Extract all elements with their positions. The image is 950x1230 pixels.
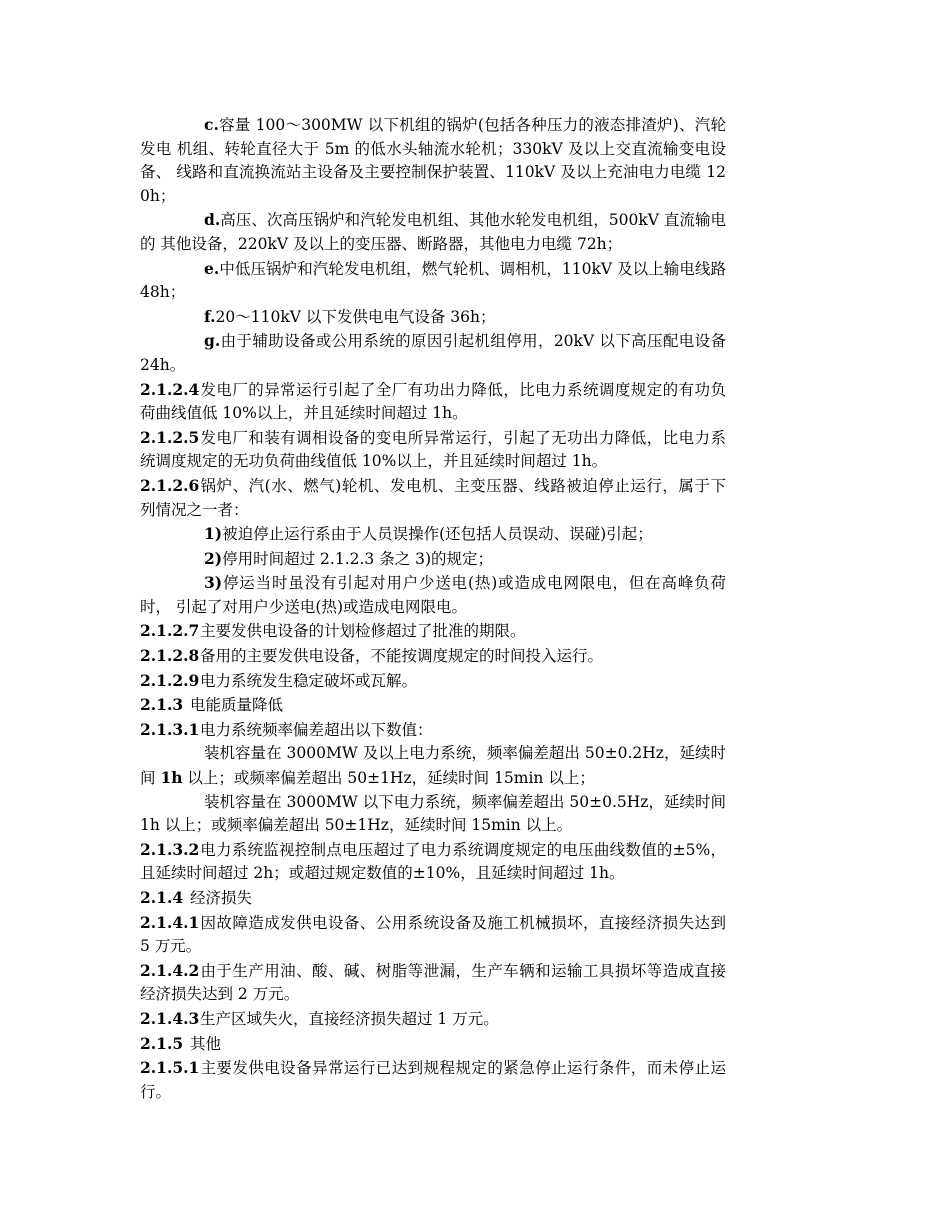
sub-item-key: 1) [204, 524, 223, 544]
clause-text: 容量 100～300MW 以下机组的锅炉(包括各种压力的液态排渣炉)、汽轮发电 机组、转轮直径大于 5m 的低水头轴流水轮机；330kV 及以上交直流输变电设备、 线路和直流换流站主设备及主要控制保护装置、110kV 及以上充油电力电缆 120h； [140, 116, 726, 205]
section-number: 2.1.4 [140, 888, 184, 907]
sub-item-key: 2) [204, 548, 223, 568]
clause-key: c. [204, 115, 219, 134]
sub-item-text: 停用时间超过 2.1.2.3 条之 3)的规定； [222, 549, 494, 568]
sub-item-1 [140, 522, 726, 547]
section-number: 2.1.4.3 [140, 1008, 200, 1028]
section-2-1-5 [140, 1032, 726, 1057]
sub-item-text: 被迫停止运行系由于人员误操作(还包括人员误动、误碰)引起； [222, 525, 653, 544]
section-text: 锅炉、汽(水、燃气)轮机、发电机、主变压器、线路被迫停止运行，属于下 列情况之一者： [140, 476, 726, 519]
section-number: 2.1.2.7 [140, 621, 200, 641]
section-2-1-2-9 [140, 669, 726, 694]
section-number: 2.1.2.9 [140, 670, 200, 690]
rule-text: 装机容量在 3000MW 及以上电力系统，频率偏差超出 50±0.2Hz，延续时间 [140, 744, 726, 788]
section-heading: 经济损失 [190, 889, 253, 907]
clause-c [140, 113, 726, 208]
clause-text: 由于辅助设备或公用系统的原因引起机组停用，20kV 以下高压配电设备 24h。 [140, 332, 726, 374]
clause-key: d. [204, 210, 221, 230]
section-text: 电力系统频率偏差超出以下数值： [200, 720, 433, 739]
section-text: 发电厂和装有调相设备的变电所异常运行，引起了无功出力降低，比电力系统调度规定的无功负荷曲线值低 10%以上，并且延续时间超过 1h。 [140, 428, 726, 471]
sub-item-key: 3) [204, 573, 223, 593]
sub-item-text: 停运当时虽没有引起对用户少送电(热)或造成电网限电，但在高峰负荷时， 引起了对用户少送电(热)或造成电网限电。 [140, 574, 726, 616]
clause-g [140, 329, 726, 377]
rule-bold-text: 1h [160, 768, 183, 788]
section-heading: 电能质量降低 [190, 696, 284, 715]
clause-f [140, 305, 726, 330]
clause-text: 20～110kV 以下发供电电气设备 36h； [215, 307, 496, 326]
section-number: 2.1.2.4 [140, 379, 200, 399]
section-number: 2.1.3.1 [140, 719, 200, 739]
frequency-rule-small-system [140, 791, 726, 838]
section-2-1-5-1 [140, 1056, 726, 1104]
section-number: 2.1.3 [140, 695, 184, 715]
section-number: 2.1.2.5 [140, 427, 200, 447]
section-heading: 其他 [190, 1034, 222, 1053]
section-2-1-2-7 [140, 619, 726, 644]
section-text: 备用的主要发供电设备，不能按调度规定的时间投入运行。 [200, 647, 604, 666]
clause-key: g. [204, 331, 221, 351]
rule-text: 装机容量在 3000MW 以下电力系统，频率偏差超出 50±0.5Hz，延续时间 1h 以上；或频率偏差超出 50±1Hz，延续时间 15min 以上。 [140, 792, 726, 835]
clause-text: 高压、次高压锅炉和汽轮发电机组、其他水轮发电机组，500kV 直流输电的 其他设备，220kV 及以上的变压器、断路器，其他电力电缆 72h； [140, 211, 726, 253]
section-text: 生产区域失火，直接经济损失超过 1 万元。 [200, 1009, 499, 1028]
section-text: 发电厂的异常运行引起了全厂有功出力降低，比电力系统调度规定的有功负荷曲线值低 10%以上，并且延续时间超过 1h。 [140, 380, 726, 423]
clause-key: f. [204, 306, 216, 326]
section-text: 由于生产用油、酸、碱、树脂等泄漏，生产车辆和运输工具损坏等造成直接经济损失达到 2 万元。 [140, 961, 726, 1004]
section-number: 2.1.5 [140, 1033, 184, 1053]
rule-text: 以上；或频率偏差超出 50±1Hz，延续时间 15min 以上； [182, 769, 595, 788]
section-number: 2.1.2.6 [140, 475, 200, 495]
section-text: 因故障造成发供电设备、公用系统设备及施工机械损坏，直接经济损失达到 5 万元。 [140, 913, 726, 956]
section-2-1-3 [140, 693, 726, 718]
sub-item-2 [140, 547, 726, 572]
section-2-1-4-2 [140, 959, 726, 1007]
section-2-1-4-1 [140, 911, 726, 959]
section-2-1-4 [140, 886, 726, 911]
section-text: 主要发供电设备的计划检修超过了批准的期限。 [200, 622, 526, 641]
clause-d [140, 208, 726, 256]
section-2-1-2-5 [140, 426, 726, 474]
clause-key: e. [204, 258, 220, 278]
section-number: 2.1.3.2 [140, 839, 200, 859]
section-number: 2.1.4.1 [140, 912, 200, 932]
frequency-rule-large-system [140, 742, 726, 790]
section-2-1-4-3 [140, 1007, 726, 1032]
section-number: 2.1.4.2 [140, 960, 200, 980]
section-text: 电力系统监视控制点电压超过了电力系统调度规定的电压曲线数值的±5%，且延续时间超过 2h；或超过规定数值的±10%，且延续时间超过 1h。 [140, 840, 726, 883]
section-number: 2.1.5.1 [140, 1058, 200, 1078]
section-2-1-2-6 [140, 474, 726, 522]
section-2-1-3-1 [140, 718, 726, 743]
section-text: 电力系统发生稳定破坏或瓦解。 [200, 671, 418, 690]
clause-text: 中低压锅炉和汽轮发电机组，燃气轮机、调相机，110kV 及以上输电线路 48h； [140, 259, 726, 302]
section-2-1-2-8 [140, 644, 726, 669]
section-2-1-3-2 [140, 838, 726, 886]
section-number: 2.1.2.8 [140, 646, 200, 666]
section-2-1-2-4 [140, 378, 726, 426]
clause-e [140, 257, 726, 305]
section-text: 主要发供电设备异常运行已达到规程规定的紧急停止运行条件，而未停止运行。 [140, 1059, 726, 1101]
sub-item-3 [140, 571, 726, 619]
